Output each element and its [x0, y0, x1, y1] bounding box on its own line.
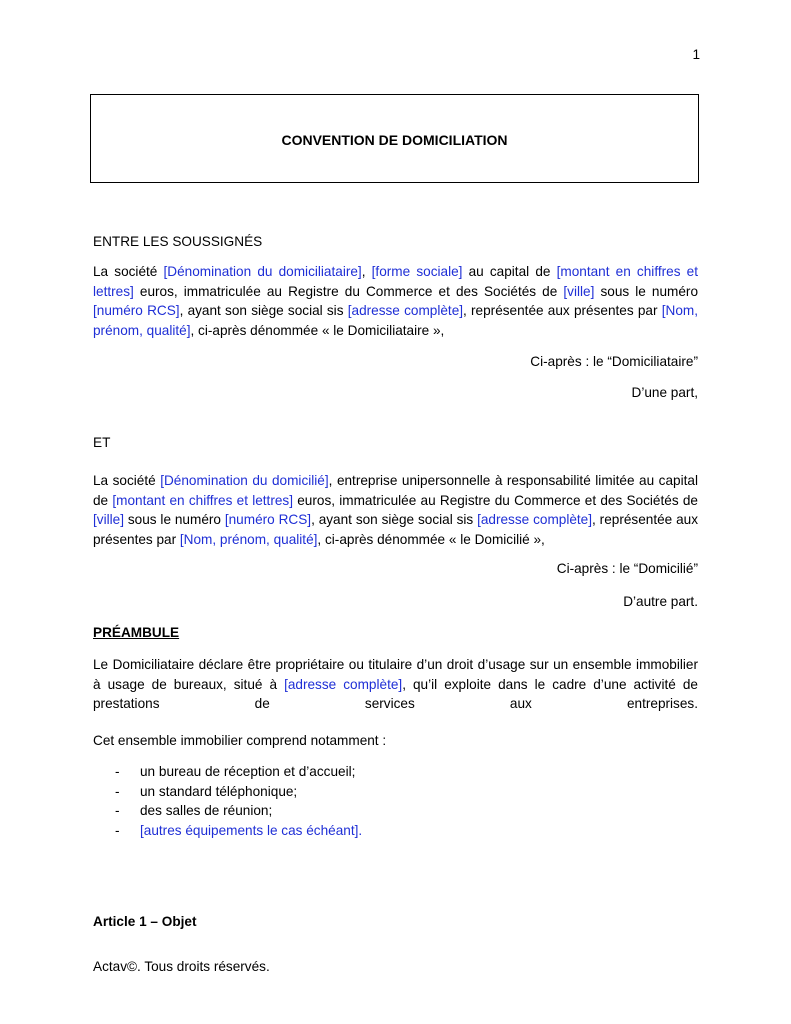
placeholder-montant: [montant en chiffres et lettres]	[112, 492, 293, 508]
preambule-paragraph	[93, 655, 698, 714]
text-run: , ci-après dénommée « le Domiciliataire »,	[190, 322, 445, 338]
list-item: - un bureau de réception et d’accueil;	[93, 762, 693, 782]
placeholder-rcs: [numéro RCS]	[93, 303, 180, 319]
text-run: La société	[93, 264, 164, 279]
text-run: , représentée aux présentes par	[463, 303, 662, 319]
placeholder-adresse: [adresse complète]	[347, 303, 464, 319]
list-item	[93, 821, 693, 841]
footer-copyright: Actav©. Tous droits réservés.	[93, 959, 270, 974]
list-item: - des salles de réunion;	[93, 801, 693, 821]
et-label: ET	[93, 435, 111, 450]
text-run: euros, immatriculée au Registre du Commerce et des Sociétés de	[293, 492, 698, 508]
text-run: Le Domiciliataire déclare être propriétaire ou titulaire d’un droit d’usage sur un ensemble immobilier à usage de bureaux, situé à	[93, 657, 698, 692]
text-run: au capital de	[462, 264, 557, 279]
party2-alias: Ci-après : le “Domicilié”	[556, 561, 698, 576]
document-title: CONVENTION DE DOMICILIATION	[281, 132, 508, 148]
text-run: , représentée aux présentes par	[93, 512, 699, 547]
placeholder-denomination: [Dénomination du domiciliataire]	[163, 264, 362, 279]
placeholder-ville: [ville]	[563, 283, 595, 299]
preambule-heading: PRÉAMBULE	[93, 625, 180, 640]
text-run: , qu’il exploite dans le cadre d’une activité de prestations de services aux entreprises.	[93, 676, 698, 712]
party1-end: D’une part,	[631, 385, 698, 400]
text-run: , entreprise unipersonnelle à responsabilité limitée au capital de	[93, 473, 698, 508]
placeholder-ville: [ville]	[93, 512, 124, 528]
party1-paragraph	[93, 262, 698, 340]
title-box	[90, 94, 699, 183]
text-run: , ci-après dénommée « le Domicilié »,	[317, 531, 545, 547]
placeholder-nom: [Nom, prénom, qualité]	[93, 303, 698, 338]
text-run: sous le numéro	[594, 283, 699, 299]
text-run: La société	[93, 473, 161, 488]
text-run: ,	[361, 264, 372, 279]
text-run: , ayant son siège social sis	[179, 303, 348, 319]
text-run: sous le numéro	[123, 512, 225, 528]
placeholder-equipements: [autres équipements le cas échéant]	[140, 822, 359, 838]
parties-heading: ENTRE LES SOUSSIGNÉS	[93, 234, 263, 249]
preambule-intro: Cet ensemble immobilier comprend notamment :	[93, 733, 387, 748]
placeholder-nom: [Nom, prénom, qualité]	[179, 531, 318, 547]
placeholder-denomination: [Dénomination du domicilié]	[160, 473, 329, 488]
text-run: .	[358, 822, 363, 838]
placeholder-adresse: [adresse complète]	[477, 512, 593, 528]
list-item: - un standard téléphonique;	[93, 782, 693, 802]
placeholder-montant: [montant en chiffres et lettres]	[93, 264, 698, 299]
page-number: 1	[692, 47, 700, 62]
party1-alias: Ci-après : le “Domiciliataire”	[530, 354, 698, 369]
text-run: , ayant son siège social sis	[311, 512, 478, 528]
placeholder-rcs: [numéro RCS]	[224, 512, 312, 528]
text-run: euros, immatriculée au Registre du Commerce et des Sociétés de	[133, 283, 564, 299]
article-1-heading: Article 1 – Objet	[93, 914, 197, 929]
placeholder-adresse: [adresse complète]	[284, 676, 403, 692]
party2-end: D’autre part.	[623, 594, 698, 609]
placeholder-forme-sociale: [forme sociale]	[371, 264, 463, 279]
equipment-list	[93, 762, 693, 840]
party2-paragraph	[93, 471, 698, 549]
